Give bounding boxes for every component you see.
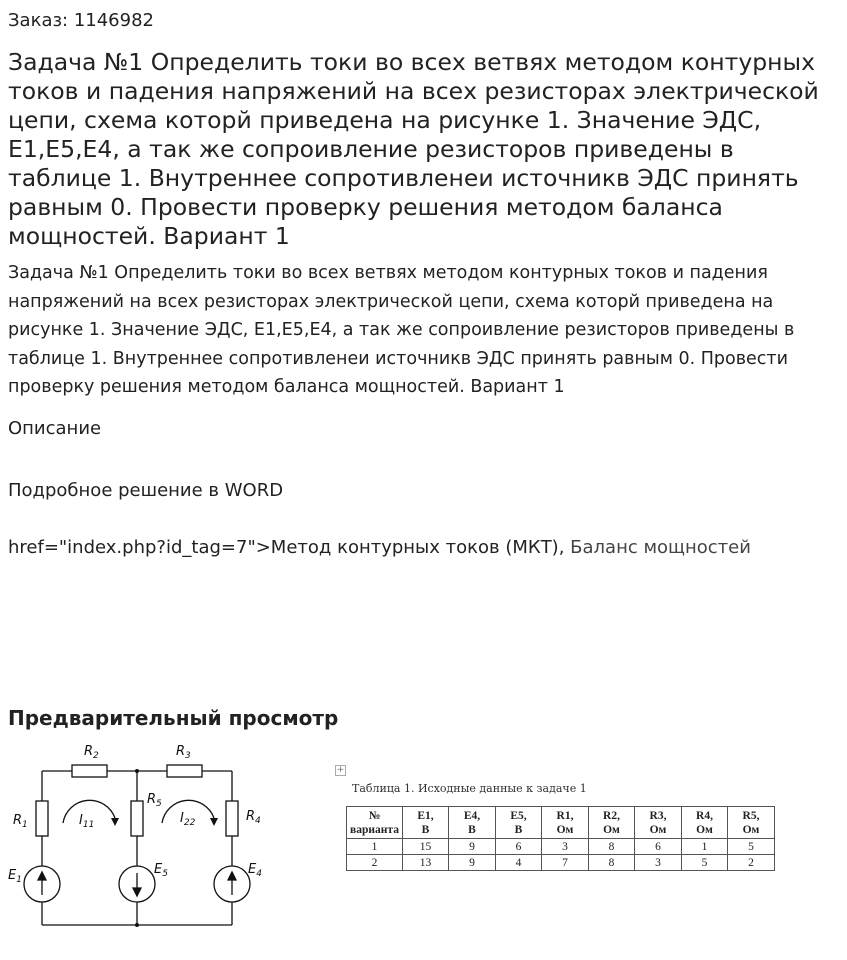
table-cell: 9: [449, 839, 496, 855]
header-cell: № варианта: [347, 807, 403, 839]
header-cell: R4, Ом: [682, 807, 728, 839]
expand-icon[interactable]: +: [336, 765, 345, 775]
header-cell: E1, В: [403, 807, 449, 839]
resistor-r3: [167, 765, 202, 777]
table-cell: 2: [728, 855, 775, 871]
svg-text:E4: $E_4$: [248, 862, 262, 879]
header-cell: R3, Ом: [635, 807, 682, 839]
table-cell: 15: [403, 839, 449, 855]
order-number: Заказ: 1146982: [8, 10, 154, 31]
table-cell: 1: [347, 839, 403, 855]
table-header-row: [347, 807, 775, 839]
table-cell: 3: [542, 839, 589, 855]
table-cell: 4: [496, 855, 542, 871]
svg-text:E1: $E_1$: [8, 868, 22, 885]
svg-text:R3: $R_3$: [176, 744, 191, 761]
word-solution-label: Подробное решение в WORD: [8, 480, 284, 501]
table-cell: 1: [682, 839, 728, 855]
table-cell: 6: [635, 839, 682, 855]
header-cell: E5, В: [496, 807, 542, 839]
table-caption: Таблица 1. Исходные данные к задаче 1: [352, 782, 587, 795]
task-description: Задача №1 Определить токи во всех ветвях методом контурных токов и падения напряжений на всех резисторах электрической цепи, схема которй приведена на рисунке 1. Значение ЭДС, E1,E5,E4, а так же сопроивление резисторов приведены в таблице 1. Внутреннее сопротивленеи источникв ЭДС принять равным 0. Провести проверку решения методом баланса мощностей. Вариант 1: [8, 263, 795, 398]
data-table: [346, 806, 775, 871]
header-cell: R1, Ом: [542, 807, 589, 839]
svg-text:R4: $R_4$: [246, 809, 261, 826]
page-title: Задача №1 Определить токи во всех ветвях методом контурных токов и падения напряжений на всех резисторах электрической цепи, схема которй приведена на рисунке 1. Значение ЭДС, E1,E5,E4, а так же сопроивление резисторов приведены в таблице 1. Внутреннее сопротивленеи источникв ЭДС принять равным 0. Провести проверку решения методом баланса мощностей. Вариант 1: [8, 48, 819, 250]
preview-heading: Предварительный просмотр: [8, 706, 339, 730]
table-cell: 9: [449, 855, 496, 871]
tags-line: [8, 537, 751, 558]
svg-text:R5: $R_5$: [147, 792, 162, 809]
circuit-diagram: [0, 738, 280, 938]
resistor-r1: [36, 801, 48, 836]
resistor-r4: [226, 801, 238, 836]
table-cell: 5: [728, 839, 775, 855]
header-cell: E4, В: [449, 807, 496, 839]
svg-text:I22: $I_{22}$: [180, 811, 196, 828]
table-cell: 8: [589, 839, 635, 855]
table-cell: 13: [403, 855, 449, 871]
svg-text:R2: $R_2$: [84, 744, 99, 761]
resistor-r2: [72, 765, 107, 777]
tags-prefix: href="index.php?id_tag=7">Метод контурных токов (МКТ),: [8, 537, 571, 558]
table-cell: 3: [635, 855, 682, 871]
resistor-r5: [131, 801, 143, 836]
description-label: Описание: [8, 418, 102, 439]
table-cell: 6: [496, 839, 542, 855]
table-cell: 8: [589, 855, 635, 871]
svg-text:R1: $R_1$: [13, 813, 28, 830]
svg-text:I11: $I_{11}$: [79, 813, 95, 830]
table-cell: 7: [542, 855, 589, 871]
header-cell: R5, Ом: [728, 807, 775, 839]
table-cell: 2: [347, 855, 403, 871]
table-cell: 5: [682, 855, 728, 871]
svg-text:E5: $E_5$: [154, 862, 168, 879]
table-row: [347, 855, 775, 871]
power-balance-link[interactable]: Баланс мощностей: [570, 537, 751, 558]
header-cell: R2, Ом: [589, 807, 635, 839]
table-row: [347, 839, 775, 855]
